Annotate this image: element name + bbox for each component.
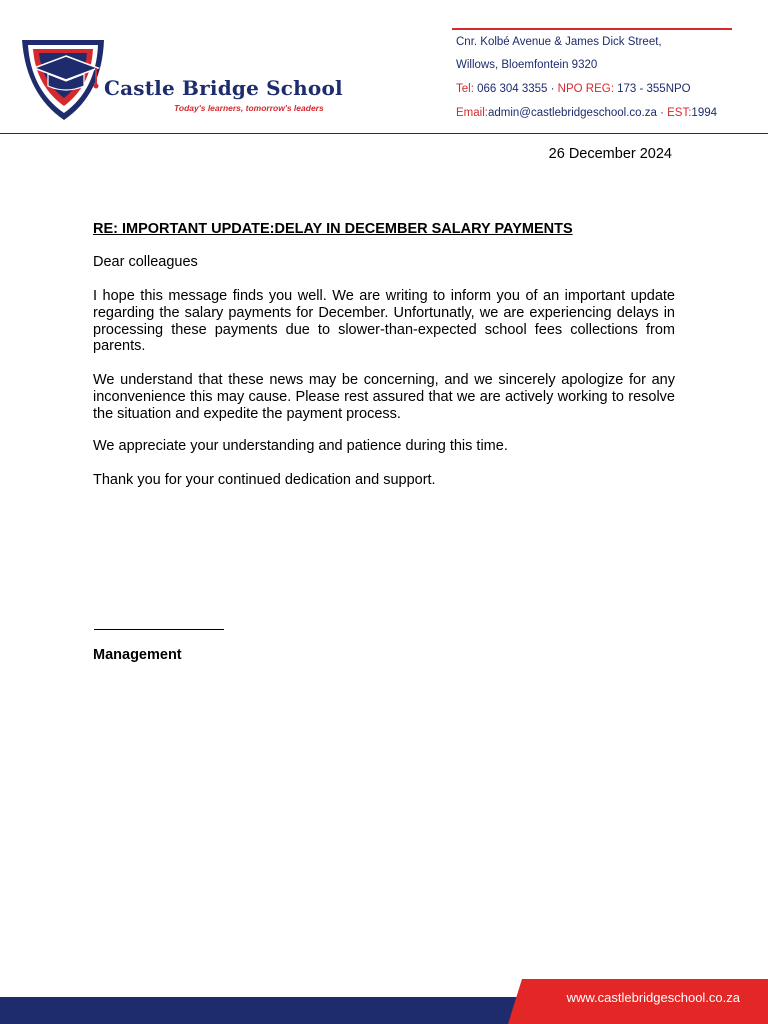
letter-date: 26 December 2024 xyxy=(548,146,672,162)
est-label: EST: xyxy=(667,107,692,119)
email-value: admin@castlebridgeschool.co.za xyxy=(487,107,657,119)
salutation: Dear colleagues xyxy=(93,254,198,270)
address-line-1: Cnr. Kolbé Avenue & James Dick Street, xyxy=(456,36,662,48)
email-label: Email: xyxy=(456,107,488,119)
paragraph-4: Thank you for your continued dedication and support. xyxy=(93,472,436,488)
contact-line xyxy=(456,83,691,95)
footer-website: www.castlebridgeschool.co.za xyxy=(566,990,740,1005)
address-line-2: Willows, Bloemfontein 9320 xyxy=(456,59,598,71)
signature-line xyxy=(94,629,224,630)
school-logo xyxy=(18,34,110,124)
paragraph-3: We appreciate your understanding and patience during this time. xyxy=(93,438,508,454)
email-line xyxy=(456,107,717,119)
school-tagline: Today's learners, tomorrow's leaders xyxy=(174,103,324,113)
letter-subject: RE: IMPORTANT UPDATE:DELAY IN DECEMBER SALARY PAYMENTS xyxy=(93,221,573,237)
school-name: Castle Bridge School xyxy=(104,76,343,100)
npo-value: 173 - 355NPO xyxy=(613,83,691,95)
address-divider xyxy=(452,28,732,30)
paragraph-1: I hope this message finds you well. We are writing to inform you of an important update regarding the salary payments for December. Unfortunatly, we are experiencing delays in processing these payments due to slower-than-expected school fees collections from parents. xyxy=(93,288,675,355)
shield-crest-icon xyxy=(18,34,110,124)
separator: · xyxy=(656,107,668,119)
signatory: Management xyxy=(93,647,182,663)
footer-navy-bar xyxy=(0,997,530,1024)
npo-label: NPO REG: xyxy=(557,83,614,95)
header-divider xyxy=(0,133,768,134)
est-value: 1994 xyxy=(691,107,718,119)
tel-value: 066 304 3355 · xyxy=(473,83,558,95)
tel-label: Tel: xyxy=(456,83,474,95)
paragraph-2: We understand that these news may be concerning, and we sincerely apologize for any inconvenience this may cause. Please rest assured that we are actively working to resolve the situation and expedite the payment process. xyxy=(93,372,675,422)
